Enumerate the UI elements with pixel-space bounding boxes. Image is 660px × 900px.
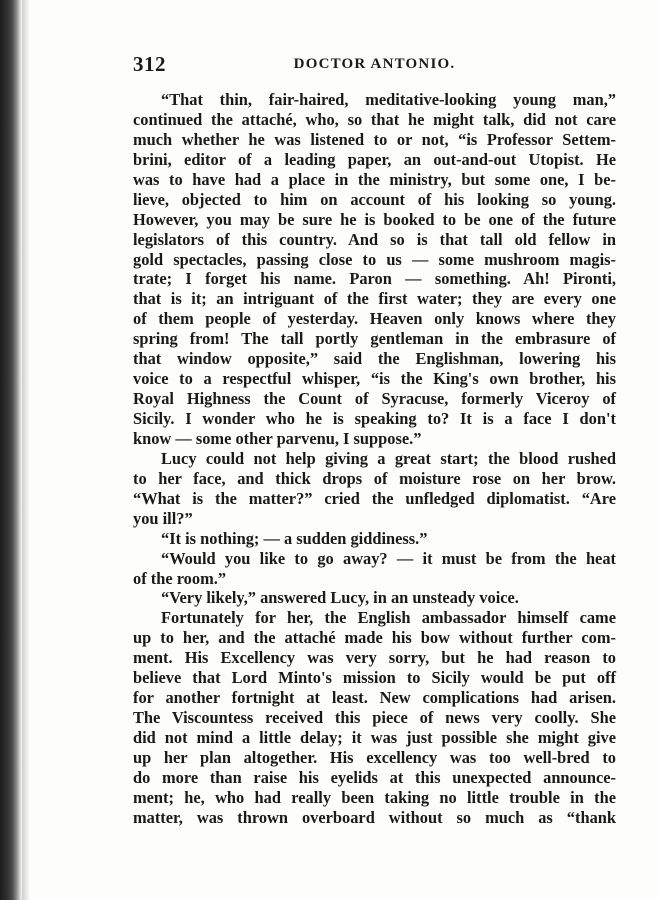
text-line: to her face, and thick drops of moisture rose on her brow.	[133, 468, 616, 488]
text-line: lieve, objected to him on account of his looking so young.	[133, 189, 616, 209]
text-line: know — some other parvenu, I suppose.”	[133, 428, 422, 448]
text-line: Royal Highness the Count of Syracuse, formerly Viceroy of	[133, 389, 616, 409]
text-line: “It is nothing; — a sudden giddiness.”	[161, 528, 428, 548]
text-line: you ill?”	[133, 508, 193, 528]
text-line: “Very likely,” answered Lucy, in an unsteady voice.	[161, 588, 519, 608]
text-line: up to her, and the attaché made his bow without further com-	[133, 628, 616, 648]
text-line: voice to a respectful whisper, “is the King's own brother, his	[133, 369, 616, 389]
text-line: Sicily. I wonder who he is speaking to? It is a face I don't	[133, 409, 616, 428]
body-text	[133, 90, 616, 828]
text-line: was to have had a place in the ministry, but some one, I be-	[133, 169, 616, 189]
text-line: of them people of yesterday. Heaven only knows where they	[133, 309, 616, 329]
text-line: of the room.”	[133, 568, 227, 588]
text-line: “What is the matter?” cried the unfledged diplomatist. “Are	[133, 488, 616, 508]
text-line: legislators of this country. And so is that tall old fellow in	[133, 229, 616, 249]
text-line: that is it; an intriguant of the first water; they are every one	[133, 289, 616, 309]
text-line: gold spectacles, passing close to us — some mushroom magis-	[133, 249, 616, 269]
text-line: trate; I forget his name. Paron — something. Ah! Pironti,	[133, 269, 616, 289]
text-line: The Viscountess received this piece of news very coolly. She	[133, 708, 616, 728]
text-line: spring from! The tall portly gentleman in the embrasure of	[133, 329, 616, 349]
text-line: Lucy could not help giving a great start; the blood rushed	[161, 448, 616, 468]
text-line: “That thin, fair-haired, meditative-looking young man,”	[161, 90, 616, 109]
text-line: did not mind a little delay; it was just possible she might give	[133, 728, 616, 747]
text-line: continued the attaché, who, so that he might talk, did not care	[133, 109, 616, 129]
text-line: that window opposite,” said the Englishman, lowering his	[133, 349, 616, 369]
binding-edge-shade	[22, 0, 30, 900]
text-line: do more than raise his eyelids at this unexpected announce-	[133, 767, 616, 787]
text-line: up her plan altogether. His excellency was too well-bred to	[133, 747, 616, 767]
page-header	[133, 52, 616, 82]
text-line: “Would you like to go away? — it must be from the heat	[161, 548, 616, 568]
text-line: believe that Lord Minto's mission to Sicily would be put off	[133, 668, 616, 688]
text-line: Fortunately for her, the English ambassador himself came	[161, 608, 616, 628]
running-title: DOCTOR ANTONIO.	[293, 56, 456, 72]
text-line: ment; he, who had really been taking no little trouble in the	[133, 787, 616, 807]
text-line: much whether he was listened to or not, “is Professor Settem-	[133, 129, 616, 149]
text-line: matter, was thrown overboard without so much as “thank	[133, 807, 616, 827]
book-binding-shadow	[0, 0, 22, 900]
text-line: However, you may be sure he is booked to be one of the future	[133, 209, 616, 229]
text-line: ment. His Excellency was very sorry, but he had reason to	[133, 648, 616, 668]
page-number: 312	[133, 52, 166, 76]
text-line: for another fortnight at least. New complications had arisen.	[133, 688, 616, 708]
text-line: brini, editor of a leading paper, an out-and-out Utopist. He	[133, 149, 616, 169]
